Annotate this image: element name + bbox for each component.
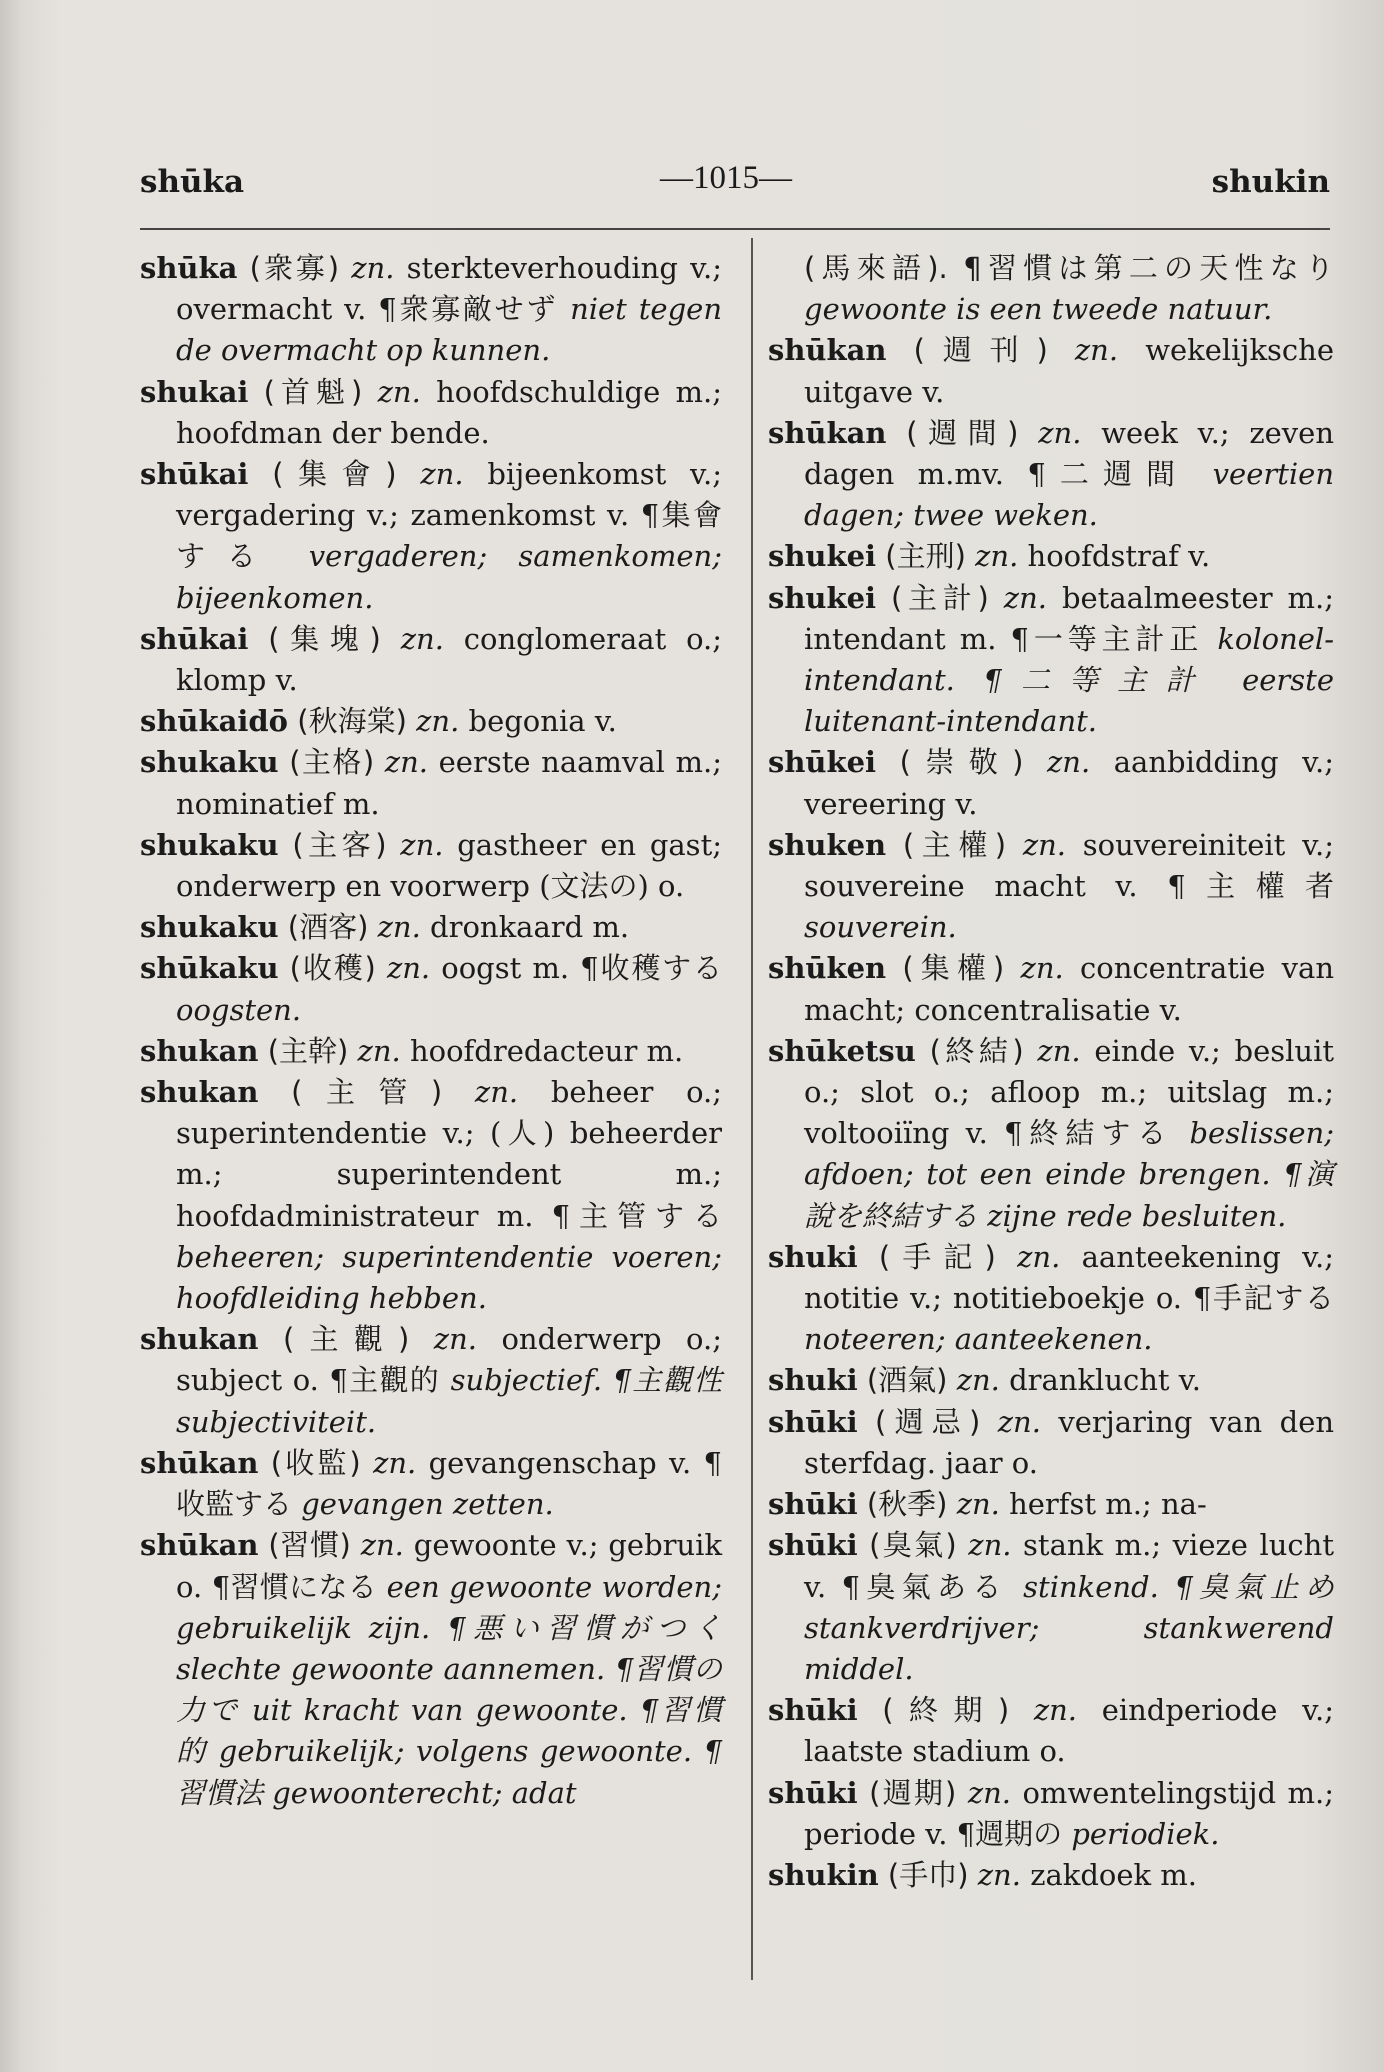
entry-headword: shūkan <box>768 333 887 368</box>
entry-kanji: (收穫) <box>289 951 376 986</box>
entry-kanji: (首魁) <box>263 374 363 409</box>
entry-definition: dranklucht v. <box>1009 1363 1201 1398</box>
entry-headword: shukan <box>140 1075 259 1110</box>
entry-headword: shukaku <box>140 745 279 780</box>
entry-part-of-speech: zn. <box>1038 415 1082 450</box>
entry-headword: shūken <box>768 951 887 986</box>
entry-kanji: (酒客) <box>287 910 369 945</box>
entry-part-of-speech: zn. <box>997 1404 1041 1439</box>
entry-part-of-speech: zn. <box>1022 827 1067 862</box>
dictionary-entry <box>768 1773 1334 1855</box>
entry-headword: shuki <box>768 1239 858 1274</box>
entry-example: een gewoonte worden; gebruikelijk zijn. ¶悪い習慣がつく slechte gewoonte aannemen. ¶習慣の力で uit kracht van gewoonte. ¶習慣的 gebruikelijk; volgens gewoonte. ¶習慣法 gewoonterecht; adat <box>176 1569 723 1810</box>
entry-headword: shuki <box>768 1363 858 1398</box>
entry-part-of-speech: zn. <box>975 539 1019 574</box>
entry-kanji: (酒氣) <box>866 1363 948 1398</box>
entry-headword: shukin <box>768 1857 879 1892</box>
entry-kanji: (週刊) <box>913 333 1048 368</box>
entry-kanji: (週忌) <box>875 1404 981 1439</box>
entry-headword: shūki <box>768 1775 858 1810</box>
entry-part-of-speech: zn. <box>1033 1693 1078 1728</box>
entry-example: subjectief. ¶主觀性 subjectiviteit. <box>176 1363 723 1439</box>
entry-definition: herfst m.; na- <box>1009 1487 1207 1522</box>
entry-definition: verjaring van den sterfdag. jaar o. <box>804 1404 1335 1480</box>
entry-headword: shūka <box>140 251 238 285</box>
dictionary-entry <box>768 1484 1334 1525</box>
entry-headword: shūkai <box>140 457 249 492</box>
entry-kanji: (主格) <box>289 745 375 780</box>
entry-example: souverein. <box>804 910 957 945</box>
dictionary-entry <box>768 413 1334 537</box>
entry-headword: shukan <box>140 1033 259 1068</box>
entry-kanji: (手記) <box>878 1239 996 1274</box>
dictionary-entry <box>140 372 722 454</box>
dictionary-entry <box>768 1031 1334 1237</box>
header-rule <box>140 228 1330 230</box>
dictionary-entry <box>140 825 722 907</box>
entry-headword: shukaku <box>140 827 279 862</box>
entry-definition: einde v.; besluit o.; slot o.; afloop m.; uitslag m.; voltooiïng v. ¶終結する <box>804 1033 1335 1151</box>
dictionary-entry <box>768 948 1334 1030</box>
entry-headword: shūkei <box>768 745 877 780</box>
entry-part-of-speech: zn. <box>416 704 460 739</box>
entry-example: gevangen zetten. <box>301 1487 554 1522</box>
entry-part-of-speech: zn. <box>977 1857 1021 1892</box>
entry-part-of-speech: zn. <box>1037 1033 1081 1068</box>
dictionary-entry <box>140 701 722 742</box>
entry-kanji: (集塊) <box>268 621 381 656</box>
continued-entry <box>768 248 1334 330</box>
entry-definition: bijeenkomst v.; vergadering v.; zamenkomst v. ¶集會する <box>176 457 722 574</box>
entry-definition: hoofdschuldige m.; hoofdman der bende. <box>176 374 723 450</box>
entry-part-of-speech: zn. <box>1020 951 1064 986</box>
right-running-headword: shukin <box>1211 164 1330 200</box>
entry-part-of-speech: zn. <box>357 1033 401 1068</box>
entry-part-of-speech: zn. <box>968 1528 1012 1563</box>
entry-headword: shukei <box>768 580 877 615</box>
dictionary-entry <box>140 619 722 701</box>
entry-part-of-speech: zn. <box>400 827 444 862</box>
entry-example: noteeren; aanteekenen. <box>804 1322 1153 1357</box>
entry-part-of-speech: zn. <box>373 1445 417 1480</box>
dictionary-entry <box>140 907 722 948</box>
dictionary-entry <box>768 578 1334 743</box>
entry-definition: aanteekening v.; notitie v.; notitieboekje o. ¶手記する <box>804 1239 1335 1316</box>
page-number: —1015— <box>660 160 792 196</box>
entry-example: veertien dagen; twee weken. <box>804 457 1335 533</box>
entry-definition: hoofdstraf v. <box>1027 539 1211 574</box>
entry-kanji: (主觀) <box>282 1322 410 1357</box>
entry-headword: shūki <box>768 1528 858 1563</box>
left-column <box>140 248 722 1814</box>
entry-headword: shūkan <box>768 415 887 450</box>
dictionary-entry <box>140 248 722 372</box>
entry-definition: concentratie van macht; concentralisatie v. <box>804 951 1335 1027</box>
dictionary-entry <box>768 1360 1334 1401</box>
entry-kanji: (週期) <box>869 1775 957 1810</box>
entry-definition: gevangenschap v. ¶收監する <box>176 1445 722 1522</box>
dictionary-entry <box>140 948 722 1030</box>
entry-example: oogsten. <box>176 992 302 1027</box>
entry-kanji: (崇敬) <box>899 745 1024 780</box>
dictionary-entry <box>140 742 722 824</box>
entry-example: vergaderen; samenkomen; bijeenkomen. <box>176 539 722 615</box>
entry-definition: gewoonte v.; gebruik o. ¶習慣になる <box>176 1528 723 1604</box>
entry-headword: shukaku <box>140 910 279 945</box>
entry-headword: shūki <box>768 1404 858 1439</box>
entry-definition: dronkaard m. <box>430 910 630 945</box>
entry-kanji: (臭氣) <box>869 1528 957 1563</box>
page-header <box>140 160 1330 220</box>
entry-kanji: (主幹) <box>267 1033 349 1068</box>
entry-definition: onderwerp o.; subject o. ¶主觀的 <box>176 1322 722 1398</box>
dictionary-entry <box>768 1855 1334 1896</box>
entry-definition: begonia v. <box>468 704 617 739</box>
entry-example: beslissen; afdoen; tot een einde brengen. ¶演說を終結する zijne rede besluiten. <box>804 1116 1335 1233</box>
entry-headword: shukai <box>140 374 249 409</box>
entry-headword: shukan <box>140 1322 259 1357</box>
column-divider <box>751 238 753 1980</box>
entry-part-of-speech: zn. <box>1017 1239 1061 1274</box>
entry-kanji: (秋海棠) <box>297 704 407 739</box>
entry-definition: week v.; zeven dagen m.mv. ¶二週間 <box>804 415 1335 492</box>
entry-definition: conglomeraat o.; klomp v. <box>176 621 723 698</box>
entry-example: niet tegen de overmacht op kunnen. <box>176 292 722 368</box>
dictionary-entry <box>768 825 1334 949</box>
dictionary-entry <box>140 1443 722 1525</box>
entry-definition: sterkteverhouding v.; overmacht v. ¶衆寡敵せず <box>176 251 723 327</box>
entry-part-of-speech: zn. <box>474 1075 519 1110</box>
entry-kanji: (主管) <box>291 1075 443 1110</box>
entry-part-of-speech: zn. <box>351 251 395 285</box>
entry-kanji: (手巾) <box>887 1857 969 1892</box>
entry-kanji: (主計) <box>891 580 989 615</box>
dictionary-entry <box>768 1525 1334 1690</box>
entry-definition: betaalmeester m.; intendant m. ¶一等主計正 <box>804 580 1334 656</box>
entry-kanji: (週間) <box>906 415 1019 450</box>
entry-part-of-speech: zn. <box>360 1528 404 1563</box>
entry-definition: souvereiniteit v.; souvereine macht v. ¶主權者 <box>804 827 1335 904</box>
entry-kanji: (主刑) <box>885 539 966 574</box>
dictionary-entry <box>140 1319 722 1443</box>
entry-part-of-speech: zn. <box>377 374 421 409</box>
entry-example: stinkend. ¶臭氣止め stankverdrijver; stankwerend middel. <box>804 1569 1334 1686</box>
entry-part-of-speech: zn. <box>956 1363 1000 1398</box>
dictionary-entry <box>768 1402 1334 1484</box>
entry-definition: wekelijksche uitgave v. <box>804 333 1334 409</box>
entry-part-of-speech: zn. <box>400 621 444 656</box>
entry-part-of-speech: zn. <box>1003 580 1047 615</box>
entry-kanji: (主權) <box>902 827 1007 862</box>
entry-headword: shūkan <box>140 1528 259 1563</box>
entry-example: kolonel-intendant. ¶二等主計 eerste luitenant-intendant. <box>804 621 1334 739</box>
entry-kanji: (終結) <box>929 1033 1024 1068</box>
entry-part-of-speech: zn. <box>433 1322 477 1357</box>
entry-kanji: (終期) <box>882 1693 1010 1728</box>
entry-definition: eindperiode v.; laatste stadium o. <box>804 1693 1334 1769</box>
entry-definition: oogst m. ¶收穫する <box>441 951 723 986</box>
entry-headword: shūkaidō <box>140 704 289 739</box>
entry-part-of-speech: zn. <box>386 951 431 986</box>
entry-definition: eerste naamval m.; nominatief m. <box>176 745 723 821</box>
entry-headword: shuken <box>768 827 887 862</box>
entry-part-of-speech: zn. <box>384 745 428 780</box>
dictionary-entry <box>140 1072 722 1319</box>
entry-kanji: (集會) <box>272 457 397 492</box>
entry-definition: stank m.; vieze lucht v. ¶臭氣ある <box>804 1528 1334 1604</box>
entry-headword: shūketsu <box>768 1033 916 1068</box>
entry-definition: gastheer en gast; onderwerp en voorwerp (文法の) o. <box>176 827 722 904</box>
dictionary-entry <box>768 536 1334 577</box>
entry-definition: aanbidding v.; vereering v. <box>804 745 1335 821</box>
entry-part-of-speech: zn. <box>1074 333 1119 368</box>
dictionary-entry <box>140 1525 722 1813</box>
entry-part-of-speech: zn. <box>377 910 421 945</box>
entry-headword: shūki <box>768 1487 858 1522</box>
entry-part-of-speech: zn. <box>420 457 464 492</box>
entry-headword: shūkai <box>140 621 249 656</box>
dictionary-entry <box>768 1237 1334 1361</box>
entry-definition: zakdoek m. <box>1030 1857 1198 1892</box>
entry-headword: shūki <box>768 1693 858 1728</box>
entry-kanji: (馬來語). ¶習慣は第二の天性なり <box>804 251 1334 285</box>
entry-definition: beheer o.; superintendentie v.; (人) beheerder m.; superintendent m.; hoofdadministrateur m. ¶主管する <box>176 1075 723 1233</box>
left-running-headword: shūka <box>140 164 245 200</box>
dictionary-entry <box>140 454 722 619</box>
right-column <box>768 248 1334 1896</box>
entry-definition: hoofdredacteur m. <box>409 1033 684 1068</box>
entry-headword: shūkaku <box>140 951 279 986</box>
entry-headword: shūkan <box>140 1445 259 1480</box>
entry-part-of-speech: zn. <box>956 1487 1000 1522</box>
entry-example: periodiek. <box>1071 1816 1220 1851</box>
dictionary-entry <box>768 1690 1334 1772</box>
entry-example: beheeren; superintendentie voeren; hoofdleiding hebben. <box>176 1239 722 1316</box>
entry-kanji: (集權) <box>902 951 1005 986</box>
entry-part-of-speech: zn. <box>967 1775 1012 1810</box>
entry-part-of-speech: zn. <box>1046 745 1091 780</box>
entry-kanji: (衆寡) <box>249 251 340 285</box>
entry-kanji: (習慣) <box>268 1528 351 1563</box>
entry-definition: omwentelingstijd m.; periode v. ¶週期の <box>804 1775 1334 1851</box>
entry-example: gewoonte is een tweede natuur. <box>804 292 1273 327</box>
entry-headword: shukei <box>768 539 877 574</box>
entry-kanji: (秋季) <box>866 1487 948 1522</box>
entry-kanji: (收監) <box>270 1445 361 1480</box>
entry-kanji: (主客) <box>292 827 387 862</box>
dictionary-entry <box>768 330 1334 412</box>
dictionary-entry <box>768 742 1334 824</box>
dictionary-entry <box>140 1031 722 1072</box>
